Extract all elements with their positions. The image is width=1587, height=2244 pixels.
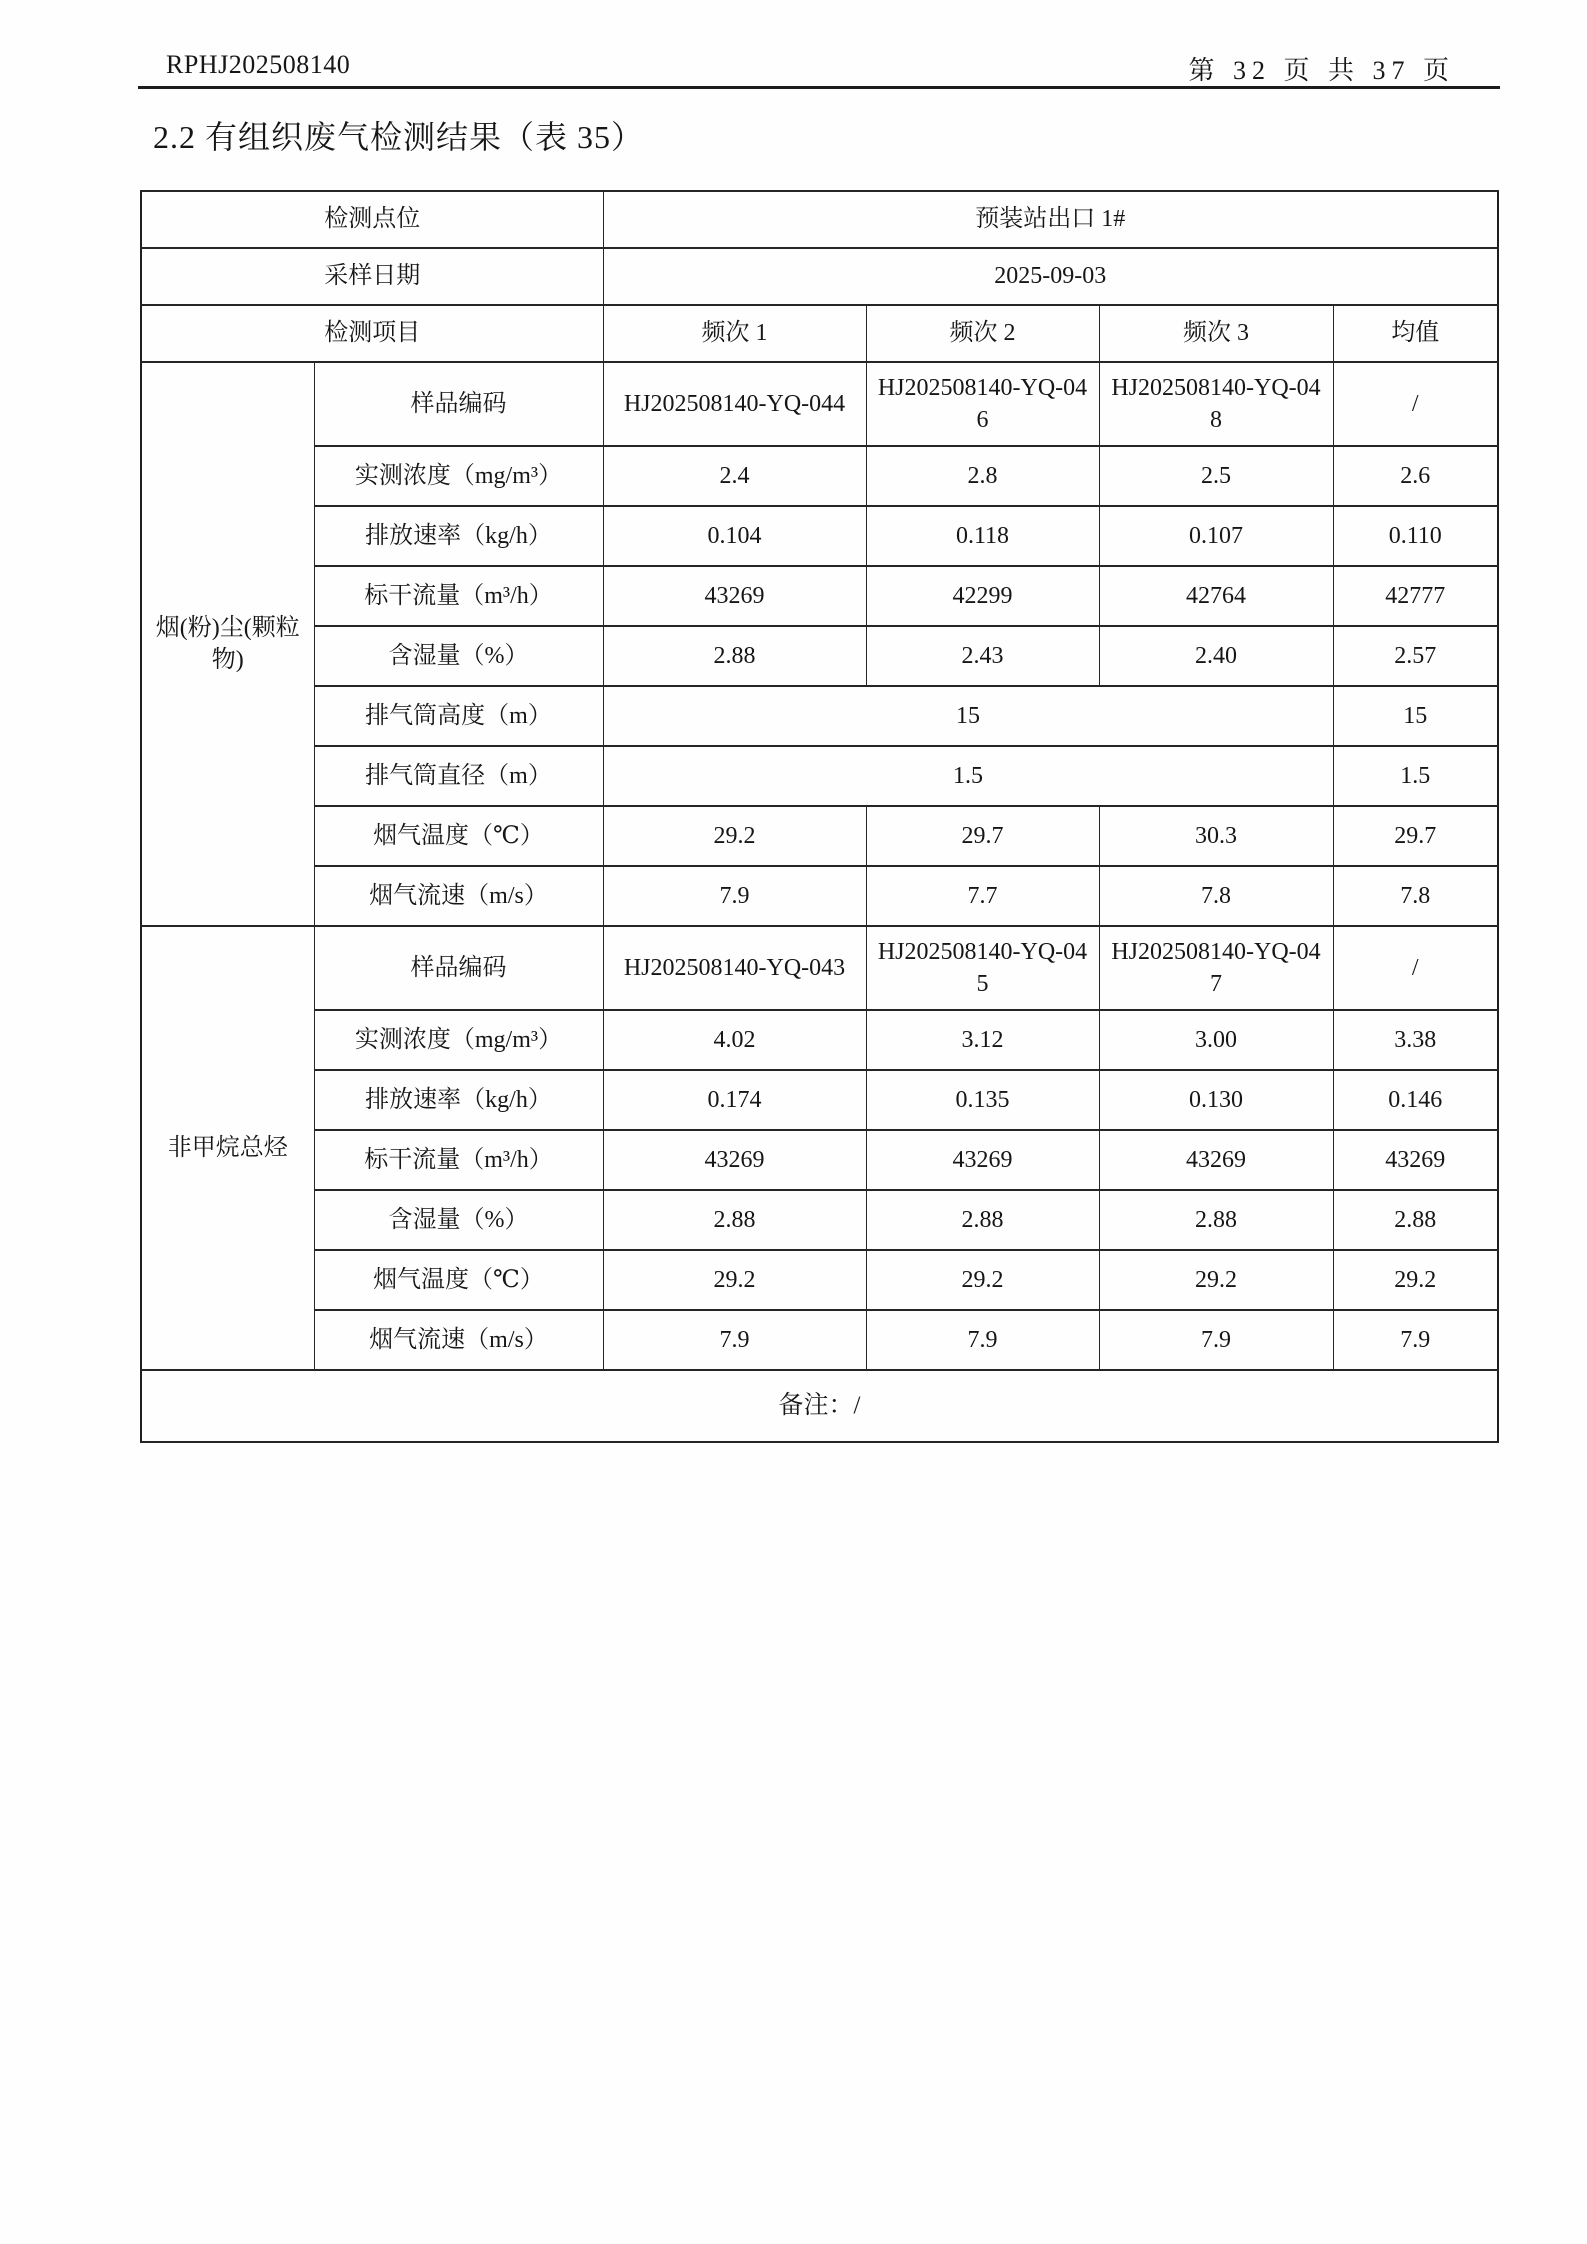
table-row (141, 446, 1498, 506)
value-cell: 29.2 (603, 806, 866, 866)
value-cell: 2.88 (603, 626, 866, 686)
param-label-cell: 含湿量（%） (314, 626, 603, 686)
remark-value: / (853, 1392, 861, 1420)
category-cell: 非甲烷总烃 (141, 926, 314, 1370)
category-cell: 烟(粉)尘(颗粒物) (141, 362, 314, 926)
value-cell: 7.9 (1333, 1310, 1498, 1370)
value-cell: 7.9 (603, 866, 866, 926)
column-header-cell: 频次 2 (866, 305, 1099, 362)
table-row (141, 1070, 1498, 1130)
value-cell: 43269 (866, 1130, 1099, 1190)
table-row (141, 362, 1498, 446)
sample-code-cell: HJ202508140-YQ-048 (1099, 362, 1333, 446)
sample-code-cell: HJ202508140-YQ-045 (866, 926, 1099, 1010)
merged-value-cell: 1.5 (603, 746, 1333, 806)
table-row (141, 566, 1498, 626)
sample-code-cell: HJ202508140-YQ-047 (1099, 926, 1333, 1010)
column-header-cell: 均值 (1333, 305, 1498, 362)
table-row (141, 686, 1498, 746)
param-label-cell: 含湿量（%） (314, 1190, 603, 1250)
value-cell: 2.88 (866, 1190, 1099, 1250)
value-cell: 7.8 (1099, 866, 1333, 926)
value-cell: 30.3 (1099, 806, 1333, 866)
value-cell: 0.110 (1333, 506, 1498, 566)
remark-row (141, 1370, 1498, 1442)
value-cell: 2.6 (1333, 446, 1498, 506)
value-cell: 29.2 (1333, 1250, 1498, 1310)
table-row (141, 506, 1498, 566)
value-cell: 2.88 (1099, 1190, 1333, 1250)
value-cell: 2.43 (866, 626, 1099, 686)
info-label-cell: 检测点位 (141, 191, 603, 248)
value-cell: 7.9 (1099, 1310, 1333, 1370)
param-label-cell: 烟气温度（℃） (314, 1250, 603, 1310)
table-row (141, 626, 1498, 686)
value-cell: 2.57 (1333, 626, 1498, 686)
value-cell: 3.38 (1333, 1010, 1498, 1070)
param-label-cell: 实测浓度（mg/m³） (314, 446, 603, 506)
value-cell: 0.146 (1333, 1070, 1498, 1130)
column-header-cell: 频次 1 (603, 305, 866, 362)
value-cell: 7.9 (866, 1310, 1099, 1370)
value-cell: 2.8 (866, 446, 1099, 506)
param-label-cell: 标干流量（m³/h） (314, 566, 603, 626)
param-label-cell: 烟气流速（m/s） (314, 866, 603, 926)
value-cell: 7.9 (603, 1310, 866, 1370)
param-label-cell: 烟气温度（℃） (314, 806, 603, 866)
value-cell: 7.7 (866, 866, 1099, 926)
remark-label: 备注： (778, 1392, 854, 1420)
value-cell: 0.174 (603, 1070, 866, 1130)
value-cell: 42764 (1099, 566, 1333, 626)
sample-code-cell: / (1333, 362, 1498, 446)
value-cell: 29.7 (866, 806, 1099, 866)
section-title: 2.2 有组织废气检测结果（表 35） (153, 119, 645, 155)
info-label-cell: 采样日期 (141, 248, 603, 305)
value-cell: 29.7 (1333, 806, 1498, 866)
value-cell: 3.12 (866, 1010, 1099, 1070)
param-label-cell: 样品编码 (314, 362, 603, 446)
table-row (141, 191, 1498, 248)
value-cell: 42777 (1333, 566, 1498, 626)
results-table (140, 190, 1499, 1443)
value-cell: 0.135 (866, 1070, 1099, 1130)
mean-value-cell: 15 (1333, 686, 1498, 746)
table-row (141, 1250, 1498, 1310)
param-label-cell: 排气筒高度（m） (314, 686, 603, 746)
table-row (141, 806, 1498, 866)
value-cell: 42299 (866, 566, 1099, 626)
value-cell: 43269 (1099, 1130, 1333, 1190)
value-cell: 3.00 (1099, 1010, 1333, 1070)
param-label-cell: 排放速率（kg/h） (314, 1070, 603, 1130)
value-cell: 43269 (1333, 1130, 1498, 1190)
param-label-cell: 排气筒直径（m） (314, 746, 603, 806)
value-cell: 29.2 (866, 1250, 1099, 1310)
param-label-cell: 实测浓度（mg/m³） (314, 1010, 603, 1070)
value-cell: 43269 (603, 566, 866, 626)
table-row (141, 866, 1498, 926)
param-label-cell: 标干流量（m³/h） (314, 1130, 603, 1190)
value-cell: 29.2 (603, 1250, 866, 1310)
table-row (141, 1190, 1498, 1250)
value-cell: 2.88 (1333, 1190, 1498, 1250)
param-label-cell: 样品编码 (314, 926, 603, 1010)
value-cell: 43269 (603, 1130, 866, 1190)
info-value-cell: 2025-09-03 (603, 248, 1498, 305)
table-header-row (141, 305, 1498, 362)
table-row (141, 926, 1498, 1010)
param-label-cell: 烟气流速（m/s） (314, 1310, 603, 1370)
report-number: RPHJ202508140 (166, 50, 351, 79)
table-row (141, 1310, 1498, 1370)
param-label-cell: 排放速率（kg/h） (314, 506, 603, 566)
value-cell: 0.107 (1099, 506, 1333, 566)
info-value-cell: 预装站出口 1# (603, 191, 1498, 248)
table-row (141, 248, 1498, 305)
value-cell: 0.130 (1099, 1070, 1333, 1130)
value-cell: 2.4 (603, 446, 866, 506)
page-indicator: 第 32 页 共 37 页 (1188, 56, 1455, 85)
sample-code-cell: HJ202508140-YQ-044 (603, 362, 866, 446)
table-row (141, 1130, 1498, 1190)
value-cell: 0.104 (603, 506, 866, 566)
column-header-cell: 频次 3 (1099, 305, 1333, 362)
merged-value-cell: 15 (603, 686, 1333, 746)
value-cell: 2.40 (1099, 626, 1333, 686)
sample-code-cell: HJ202508140-YQ-046 (866, 362, 1099, 446)
remark-cell (141, 1370, 1498, 1442)
value-cell: 7.8 (1333, 866, 1498, 926)
value-cell: 29.2 (1099, 1250, 1333, 1310)
sample-code-cell: / (1333, 926, 1498, 1010)
value-cell: 0.118 (866, 506, 1099, 566)
sample-code-cell: HJ202508140-YQ-043 (603, 926, 866, 1010)
column-header-cell: 检测项目 (141, 305, 603, 362)
table-row (141, 746, 1498, 806)
table-row (141, 1010, 1498, 1070)
value-cell: 2.88 (603, 1190, 866, 1250)
value-cell: 4.02 (603, 1010, 866, 1070)
header-rule (138, 86, 1500, 89)
value-cell: 2.5 (1099, 446, 1333, 506)
mean-value-cell: 1.5 (1333, 746, 1498, 806)
